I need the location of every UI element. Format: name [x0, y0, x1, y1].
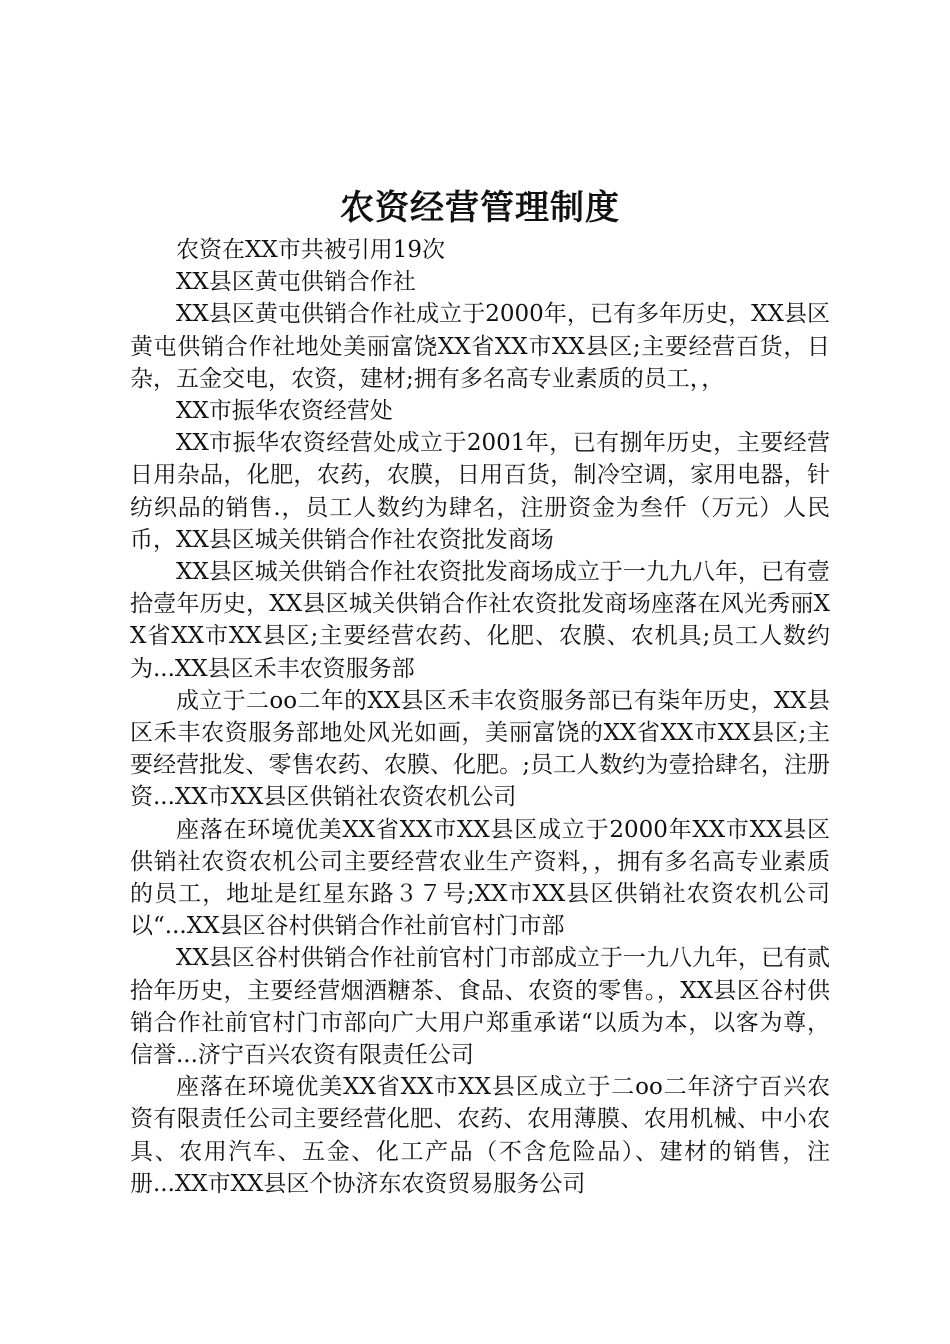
document-page [130, 186, 830, 1200]
paragraph: 座落在环境优美XX省XX市XX县区成立于二oo二年济宁百兴农资有限责任公司主要经营化肥、农药、农用薄膜、农用机械、中小农具、农用汽车、五金、化工产品（不含危险品）、建材的销售，注册...XX市XX县区个协济东农资贸易服务公司 [130, 1074, 830, 1197]
paragraph: 座落在环境优美XX省XX市XX县区成立于2000年XX市XX县区供销社农资农机公司主要经营农业生产资料，，拥有多名高专业素质的员工，地址是红星东路３７号;XX市XX县区供销社农资农机公司以“...XX县区谷村供销合作社前官村门市部 [130, 816, 830, 940]
paragraph-citation: 农资在XX市共被引用19次 [176, 237, 446, 263]
paragraph: XX县区谷村供销合作社前官村门市部成立于一九八九年，已有贰拾年历史，主要经营烟酒糖茶、食品、农资的零售。，XX县区谷村供销合作社前官村门市部向广大用户郑重承诺“以质为本，以客为尊，信誉...济宁百兴农资有限责任公司 [130, 945, 830, 1069]
paragraph-heading: XX市振华农资经营处 [176, 398, 393, 425]
paragraph: XX市振华农资经营处成立于2001年，已有捌年历史，主要经营日用杂品，化肥，农药，农膜，日用百货，制冷空调，家用电器，针纺织品的销售.，员工人数约为肆名，注册资金为叁仟（万元）人民币，XX县区城关供销合作社农资批发商场 [130, 430, 830, 553]
document-title: 农资经营管理制度 [340, 188, 620, 228]
paragraph: 成立于二oo二年的XX县区禾丰农资服务部已有柒年历史，XX县区禾丰农资服务部地处风光如画，美丽富饶的XX省XX市XX县区;主要经营批发、零售农药、农膜、化肥。;员工人数约为壹拾肆名，注册资...XX市XX县区供销社农资农机公司 [130, 687, 830, 811]
paragraph-heading: XX县区黄屯供销合作社 [176, 269, 416, 296]
paragraph: XX县区黄屯供销合作社成立于2000年，已有多年历史，XX县区黄屯供销合作社地处美丽富饶XX省XX市XX县区;主要经营百货，日杂，五金交电，农资，建材;拥有多名高专业素质的员工，， [130, 301, 830, 392]
paragraph: XX县区城关供销合作社农资批发商场成立于一九九八年，已有壹拾壹年历史，XX县区城关供销合作社农资批发商场座落在风光秀丽XX省XX市XX县区;主要经营农药、化肥、农膜、农机具;员工人数约为...XX县区禾丰农资服务部 [130, 559, 830, 682]
